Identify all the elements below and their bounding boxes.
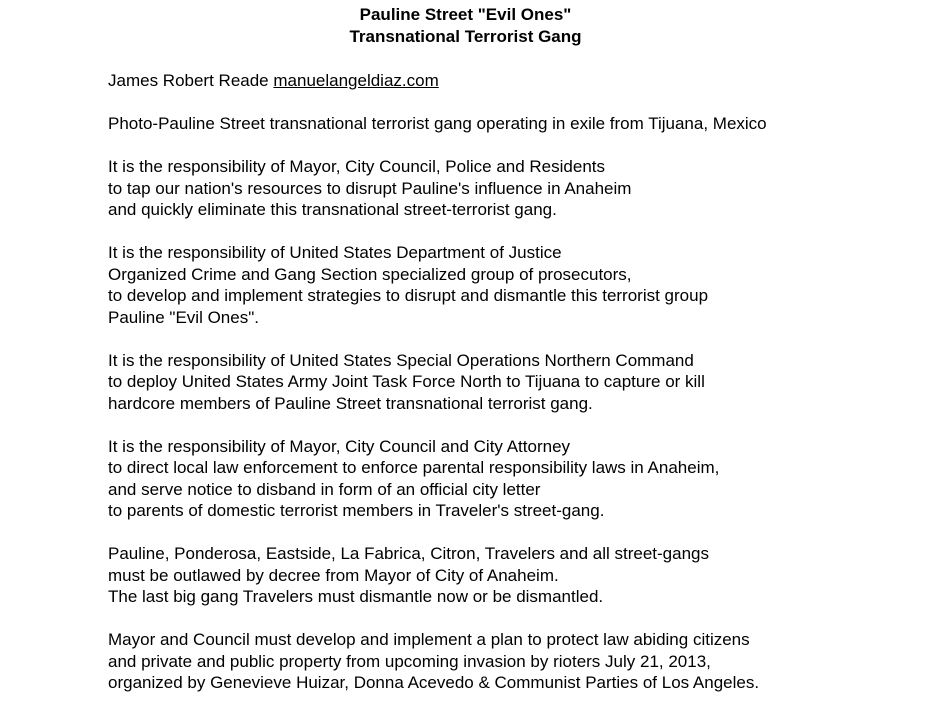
paragraph bbox=[108, 350, 908, 415]
paragraph bbox=[108, 242, 908, 328]
paragraph-line: and serve notice to disband in form of an official city letter bbox=[108, 479, 541, 499]
paragraph-line: It is the responsibility of Mayor, City Council and City Attorney bbox=[108, 436, 571, 456]
paragraph bbox=[108, 543, 908, 608]
paragraph-line: organized by Genevieve Huizar, Donna Acevedo & Communist Parties of Los Angeles. bbox=[108, 673, 760, 692]
paragraph-line: and quickly eliminate this transnational street-terrorist gang. bbox=[108, 200, 557, 219]
paragraph-line: and private and public property from upcoming invasion by rioters July 21, 2013, bbox=[108, 651, 711, 671]
document-body bbox=[108, 70, 908, 715]
title-line-2: Transnational Terrorist Gang bbox=[349, 27, 582, 46]
website-link[interactable]: manuelangeldiaz.com bbox=[273, 71, 439, 90]
paragraph-line: to parents of domestic terrorist members in Traveler's street-gang. bbox=[108, 501, 605, 520]
paragraph-line: to tap our nation's resources to disrupt Pauline's influence in Anaheim bbox=[108, 178, 632, 198]
paragraph-line: It is the responsibility of United States Special Operations Northern Command bbox=[108, 350, 694, 370]
paragraph-line: to direct local law enforcement to enforce parental responsibility laws in Anaheim, bbox=[108, 458, 720, 477]
paragraph bbox=[108, 113, 908, 135]
title-line-1: Pauline Street "Evil Ones" bbox=[359, 5, 572, 24]
paragraph-line: must be outlawed by decree from Mayor of City of Anaheim. bbox=[108, 565, 559, 585]
author-name: James Robert Reade bbox=[108, 71, 269, 90]
paragraph-line: to develop and implement strategies to disrupt and dismantle this terrorist group bbox=[108, 286, 709, 305]
author-line bbox=[108, 70, 908, 92]
paragraph bbox=[108, 629, 908, 694]
paragraph-line: Pauline "Evil Ones". bbox=[108, 307, 259, 327]
paragraph-line: hardcore members of Pauline Street transnational terrorist gang. bbox=[108, 393, 593, 413]
paragraph-line: Mayor and Council must develop and implement a plan to protect law abiding citizens bbox=[108, 630, 750, 649]
paragraph-line: to deploy United States Army Joint Task Force North to Tijuana to capture or kill bbox=[108, 372, 705, 391]
paragraph bbox=[108, 436, 908, 522]
paragraph-line: Pauline, Ponderosa, Eastside, La Fabrica, Citron, Travelers and all street-gangs bbox=[108, 544, 709, 563]
paragraph-line: Photo-Pauline Street transnational terrorist gang operating in exile from Tijuana, Mexico bbox=[108, 114, 767, 133]
paragraph-line: Organized Crime and Gang Section specialized group of prosecutors, bbox=[108, 264, 632, 284]
paragraph-line: It is the responsibility of Mayor, City Council, Police and Residents bbox=[108, 157, 606, 176]
paragraph bbox=[108, 156, 908, 221]
paragraph-line: The last big gang Travelers must dismantle now or be dismantled. bbox=[108, 587, 604, 606]
paragraph-line: It is the responsibility of United States Department of Justice bbox=[108, 243, 562, 262]
document-title bbox=[0, 4, 931, 48]
